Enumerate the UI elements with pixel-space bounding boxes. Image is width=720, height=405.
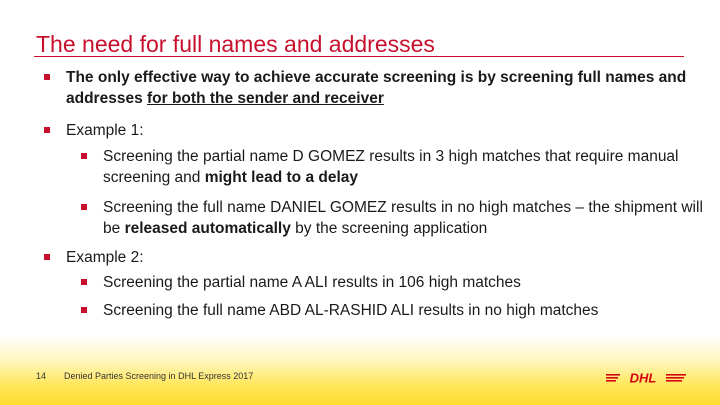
slide-title: The need for full names and addresses xyxy=(36,31,435,57)
bullet-text: Screening the full name DANIEL GOMEZ results in no high matches – the shipment will be xyxy=(103,199,703,237)
bullet-example-2 xyxy=(66,247,696,268)
bullet-example-1 xyxy=(66,120,696,141)
bullet-text: Screening the partial name A ALI results in 106 high matches xyxy=(103,274,521,291)
bullet-marker xyxy=(44,127,50,133)
bullet-marker xyxy=(81,204,87,210)
bullet-marker xyxy=(81,307,87,313)
bullet-bold-text: might lead to a delay xyxy=(204,169,358,186)
bullet-text-end: by the screening application xyxy=(290,220,488,237)
bullet-bold-text: released automatically xyxy=(124,220,291,237)
page-number: 14 xyxy=(36,371,47,381)
bullet-effective-screening xyxy=(66,67,696,109)
svg-text:DHL: DHL xyxy=(629,370,657,384)
sub-bullet-partial-gomez xyxy=(103,146,703,188)
bullet-marker xyxy=(44,254,50,260)
bullet-text: The only effective way to achieve accurate screening is by screening full names and addresses xyxy=(66,69,687,107)
sub-bullet-partial-ali xyxy=(103,272,703,293)
bullet-text: Example 2: xyxy=(66,249,144,266)
bullet-marker xyxy=(81,153,87,159)
footer-text: Denied Parties Screening in DHL Express 2017 xyxy=(64,371,254,381)
title-underline xyxy=(34,56,684,57)
bullet-text: Screening the full name ABD AL-RASHID ALI results in no high matches xyxy=(103,302,599,319)
bullet-text: Example 1: xyxy=(66,122,144,139)
dhl-logo-icon xyxy=(606,370,686,384)
bullet-underlined-text: for both the sender and receiver xyxy=(147,90,384,107)
bullet-marker xyxy=(44,74,50,80)
bullet-text: Screening the partial name D GOMEZ results in 3 high matches that require manual screening and xyxy=(103,148,679,186)
sub-bullet-full-gomez xyxy=(103,197,703,239)
sub-bullet-full-ali xyxy=(103,300,703,321)
bullet-marker xyxy=(81,279,87,285)
